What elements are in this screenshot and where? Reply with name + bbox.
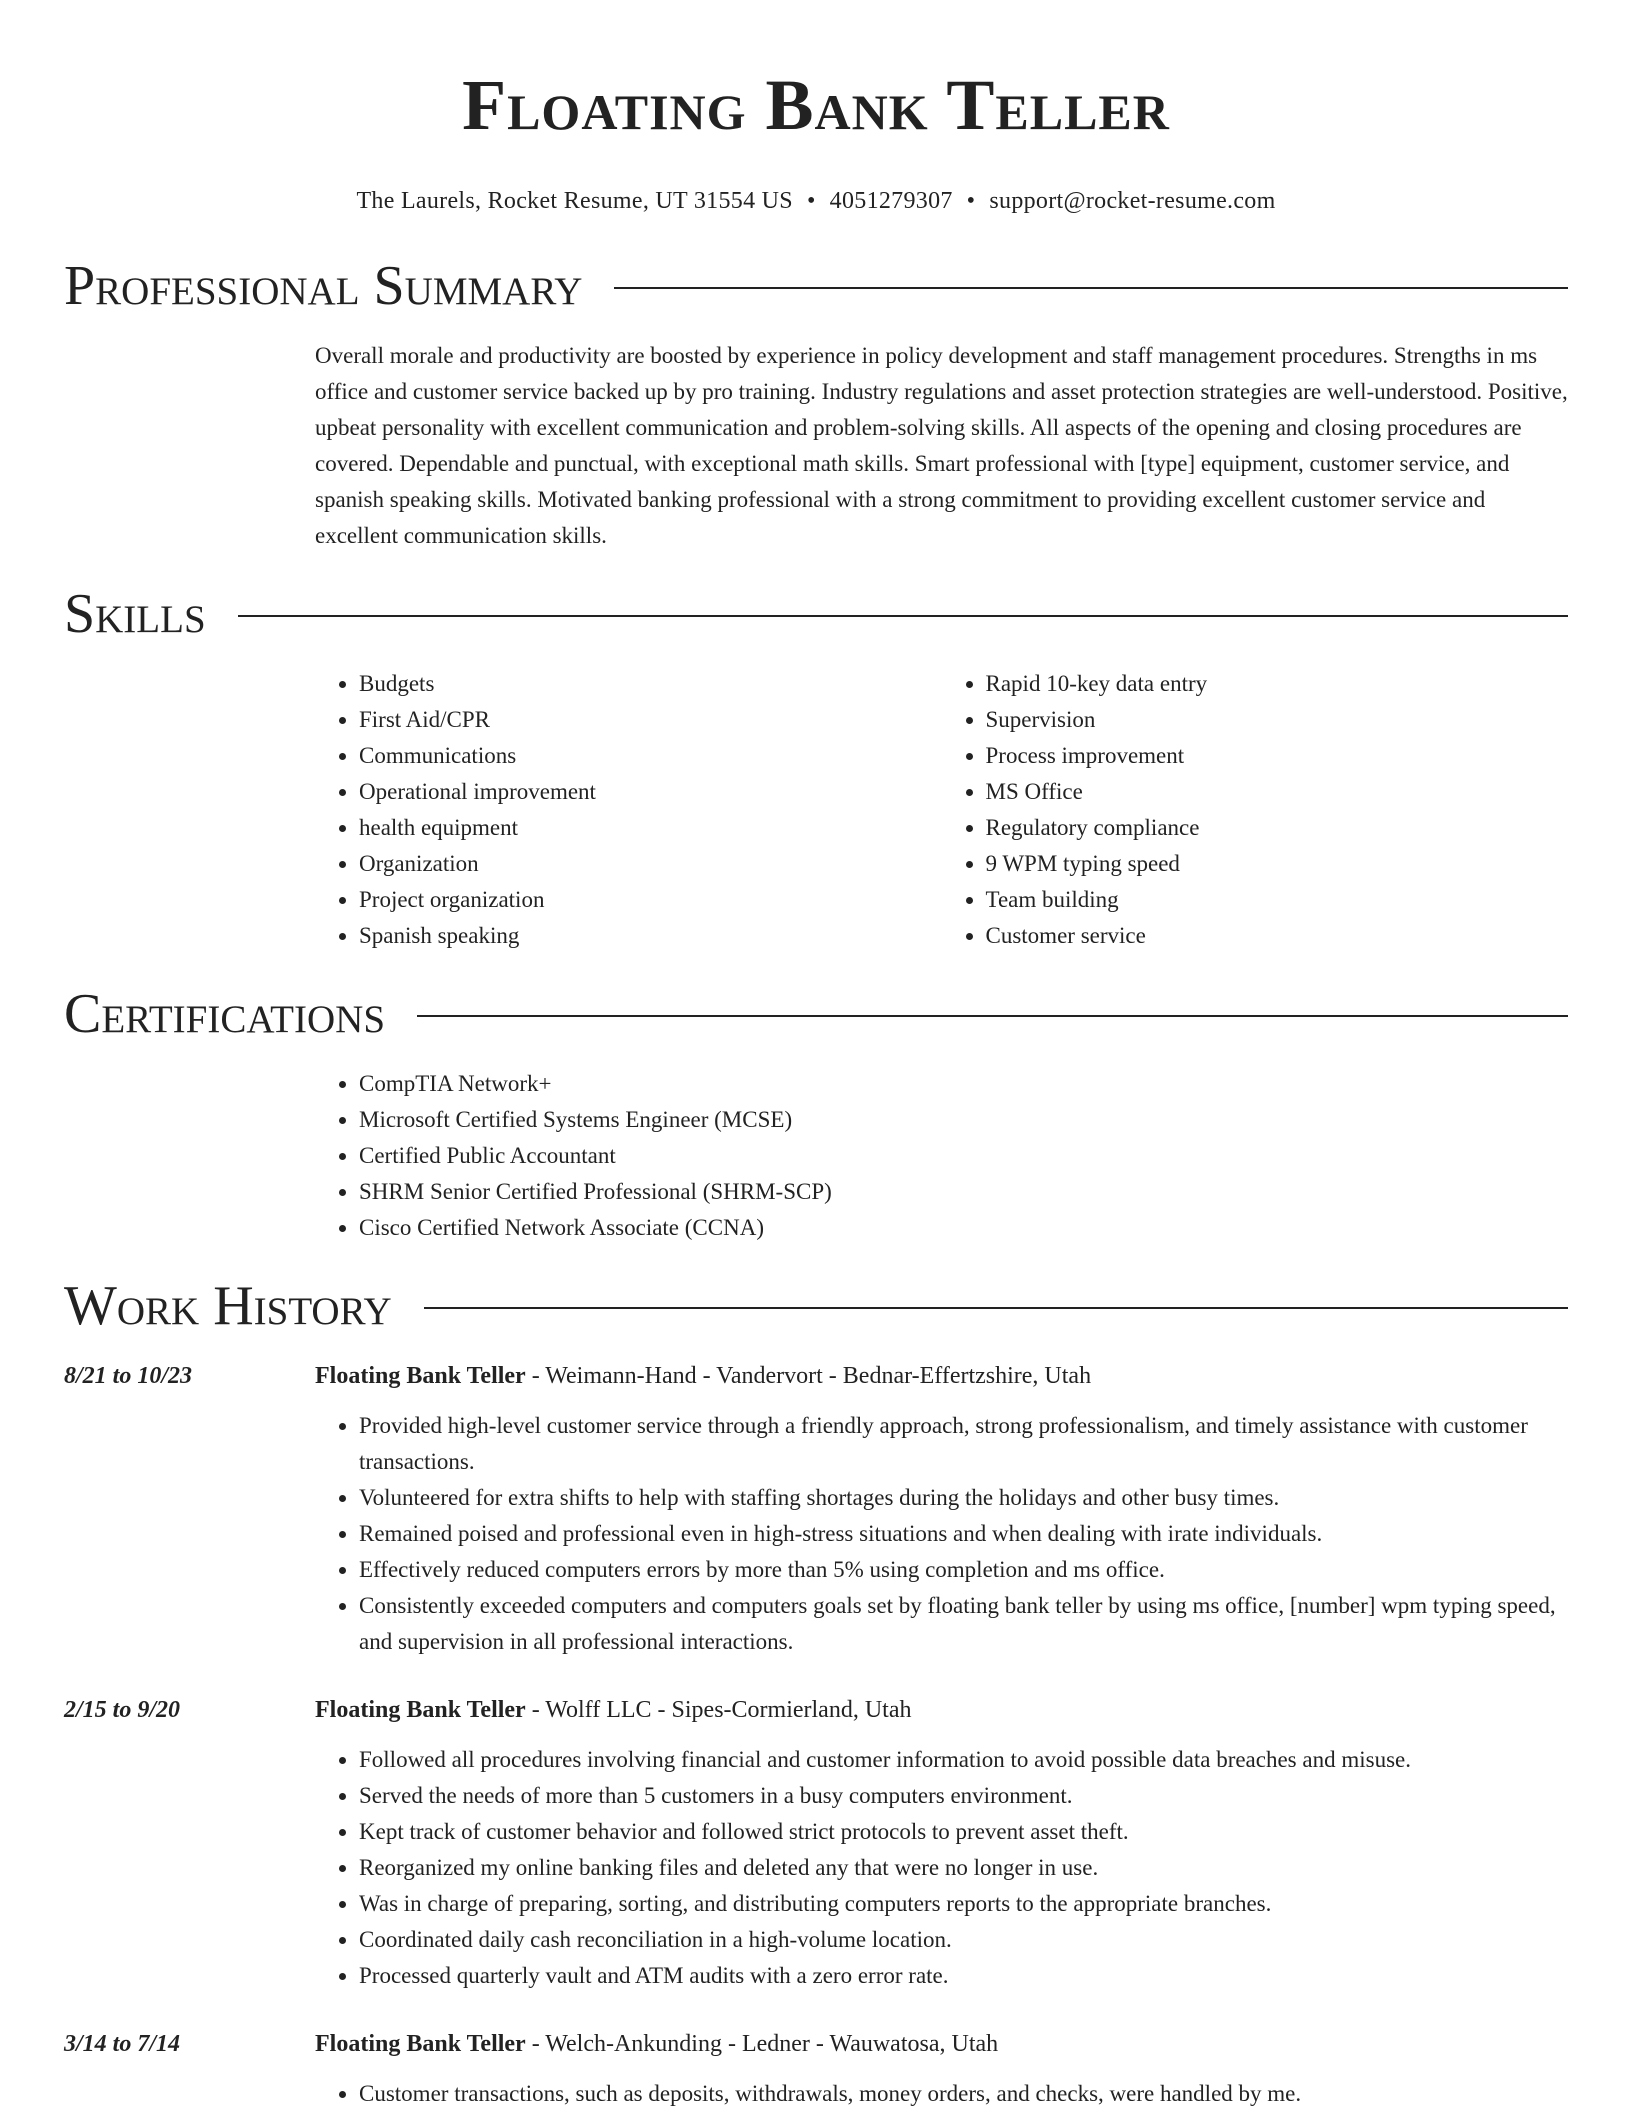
summary-section [315, 338, 1568, 554]
job-bullets [315, 1408, 1568, 1660]
skill-item: • 9 WPM typing speed [986, 846, 1569, 882]
certifications-section [315, 1066, 1568, 1246]
summary-title: Professional Summary [64, 255, 583, 317]
job-heading [315, 1358, 1568, 1394]
job-dates: 2/15 to 9/20 [64, 1697, 181, 1723]
skill-item: • MS Office [986, 774, 1569, 810]
skill-item: • Process improvement [986, 738, 1569, 774]
job-title: Floating Bank Teller [315, 1363, 526, 1389]
job-entry [64, 1358, 1568, 1660]
contact-line [64, 186, 1568, 216]
certification-item: • CompTIA Network+ [359, 1066, 1568, 1102]
job-employer: - Weimann-Hand - Vandervort - Bednar-Effertzshire, Utah [525, 1363, 1092, 1389]
skills-title: Skills [64, 583, 206, 645]
job-bullet: • Coordinated daily cash reconciliation in a high-volume location. [359, 1922, 1568, 1958]
certification-item: • Certified Public Accountant [359, 1138, 1568, 1174]
job-title: Floating Bank Teller [315, 2031, 526, 2057]
job-employer: - Welch-Ankunding - Ledner - Wauwatosa, Utah [525, 2031, 999, 2057]
job-entry [64, 2026, 1568, 2112]
job-heading [315, 1692, 1568, 1728]
job-employer: - Wolff LLC - Sipes-Cormierland, Utah [525, 1697, 912, 1723]
section-divider [424, 1307, 1568, 1309]
skill-item: • Spanish speaking [359, 918, 942, 954]
certification-item: • Microsoft Certified Systems Engineer (MCSE) [359, 1102, 1568, 1138]
contact-separator: • [966, 188, 976, 214]
contact-separator: • [806, 188, 816, 214]
section-divider [614, 287, 1568, 289]
job-bullet: • Consistently exceeded computers and computers goals set by floating bank teller by using ms office, [number] wpm typing speed, and supervision in all professional interactions. [359, 1588, 1568, 1660]
contact-email: support@rocket-resume.com [989, 188, 1276, 214]
job-body [315, 2026, 1568, 2112]
job-bullet: • Effectively reduced computers errors by more than 5% using completion and ms office. [359, 1552, 1568, 1588]
job-bullet: • Remained poised and professional even in high-stress situations and when dealing with irate individuals. [359, 1516, 1568, 1552]
skills-section-header [64, 582, 1568, 646]
skill-item: • Supervision [986, 702, 1569, 738]
job-bullet: • Followed all procedures involving financial and customer information to avoid possible data breaches and misuse. [359, 1742, 1568, 1778]
job-body [315, 1358, 1568, 1660]
job-bullet: • Was in charge of preparing, sorting, and distributing computers reports to the appropriate branches. [359, 1886, 1568, 1922]
job-bullet: • Customer transactions, such as deposits, withdrawals, money orders, and checks, were handled by me. [359, 2076, 1568, 2112]
job-body [315, 1692, 1568, 1994]
certifications-list [315, 1066, 1568, 1246]
job-dates: 8/21 to 10/23 [64, 1363, 193, 1389]
resume-page [64, 0, 1568, 2112]
job-dates: 3/14 to 7/14 [64, 2031, 181, 2057]
job-bullet: • Volunteered for extra shifts to help with staffing shortages during the holidays and other busy times. [359, 1480, 1568, 1516]
summary-section-header [64, 254, 1568, 318]
skill-item: • Team building [986, 882, 1569, 918]
summary-text: Overall morale and productivity are boosted by experience in policy development and staff management procedures. Strengths in ms office and customer service backed up by pro training. Industry regulations and asset protection strategies are well-understood. Positive, upbeat personality with excellent communication and problem-solving skills. All aspects of the opening and closing procedures are covered. Dependable and punctual, with exceptional math skills. Smart professional with [type] equipment, customer service, and spanish speaking skills. Motivated banking professional with a strong commitment to providing excellent customer service and excellent communication skills. [315, 343, 1568, 548]
certifications-title: Certifications [64, 983, 386, 1045]
skills-list-right [942, 666, 1569, 954]
skill-item: • Customer service [986, 918, 1569, 954]
skills-list-left [315, 666, 942, 954]
section-divider [238, 615, 1568, 617]
job-title: Floating Bank Teller [315, 1697, 526, 1723]
skill-item: • Communications [359, 738, 942, 774]
job-bullets [315, 1742, 1568, 1994]
contact-phone: 4051279307 [829, 188, 953, 214]
certification-item: • SHRM Senior Certified Professional (SHRM-SCP) [359, 1174, 1568, 1210]
job-bullet: • Kept track of customer behavior and followed strict protocols to prevent asset theft. [359, 1814, 1568, 1850]
skill-item: • Rapid 10-key data entry [986, 666, 1569, 702]
skills-section [315, 666, 1568, 954]
certification-item: • Cisco Certified Network Associate (CCNA) [359, 1210, 1568, 1246]
skill-item: • Organization [359, 846, 942, 882]
skill-item: • First Aid/CPR [359, 702, 942, 738]
section-divider [417, 1015, 1568, 1017]
skill-item: • health equipment [359, 810, 942, 846]
skill-item: • Regulatory compliance [986, 810, 1569, 846]
job-entry [64, 1692, 1568, 1994]
skill-item: • Budgets [359, 666, 942, 702]
certifications-section-header [64, 982, 1568, 1046]
job-bullet: • Served the needs of more than 5 customers in a busy computers environment. [359, 1778, 1568, 1814]
job-bullet: • Reorganized my online banking files and deleted any that were no longer in use. [359, 1850, 1568, 1886]
work-title: Work History [64, 1275, 392, 1337]
job-heading [315, 2026, 1568, 2062]
job-bullet: • Processed quarterly vault and ATM audits with a zero error rate. [359, 1958, 1568, 1994]
job-bullet: • Provided high-level customer service through a friendly approach, strong professionalism, and timely assistance with customer transactions. [359, 1408, 1568, 1480]
skill-item: • Operational improvement [359, 774, 942, 810]
skill-item: • Project organization [359, 882, 942, 918]
contact-address: The Laurels, Rocket Resume, UT 31554 US [356, 188, 793, 214]
work-section-header [64, 1274, 1568, 1338]
job-bullets [315, 2076, 1568, 2112]
candidate-name: Floating Bank Teller [462, 65, 1170, 145]
